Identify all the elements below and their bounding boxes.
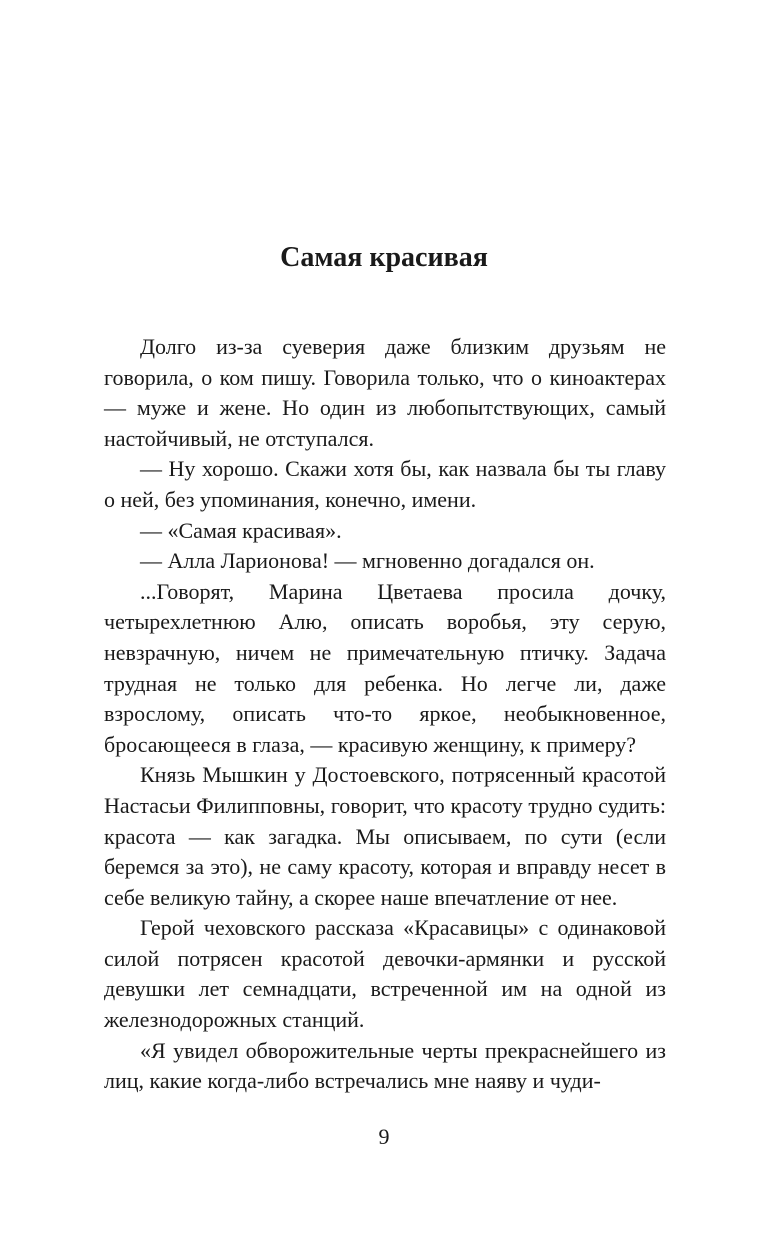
chapter-title: Самая красивая (280, 242, 488, 273)
paragraph: «Я увидел обворожительные черты прекраснейшего из лиц, какие когда-либо встречались мне наяву и чуди- (104, 1037, 666, 1094)
paragraph: — Алла Ларионова! — мгновенно догадался он. (140, 548, 595, 574)
paragraph: Герой чеховского рассказа «Красавицы» с одинаковой силой потрясен красотой девочки-армянки и русской девушки лет семнадцати, встреченной им на одной из железнодорожных станций. (104, 915, 666, 1033)
page-number: 9 (378, 1124, 390, 1149)
paragraph: Князь Мышкин у Достоевского, потрясенный красотой Настасьи Филипповны, говорит, что красоту трудно судить: красота — как загадка. Мы описываем, по сути (если беремся за это), не саму красоту, которая и вправду несет в себе великую тайну, а скорее наше впечатление от нее. (104, 762, 666, 910)
paragraph: ...Говорят, Марина Цветаева просила дочку, четырехлетнюю Алю, описать воробья, эту серую, невзрачную, ничем не примечательную птичку. Задача трудная не только для ребенка. Но легче ли, даже взрослому, описать что-то яркое, необыкновенное, бросающееся в глаза, — красивую женщину, к примеру? (104, 578, 666, 757)
paragraph: — Ну хорошо. Скажи хотя бы, как назвала бы ты главу о ней, без упоминания, конечно, имени. (104, 456, 666, 512)
paragraph: — «Самая красивая». (140, 517, 342, 543)
paragraph: Долго из-за суеверия даже близким друзьям не говорила, о ком пишу. Говорила только, что о киноактерах — муже и жене. Но один из любопытствующих, самый настойчивый, не отступался. (104, 334, 666, 451)
body-text (104, 332, 666, 1097)
